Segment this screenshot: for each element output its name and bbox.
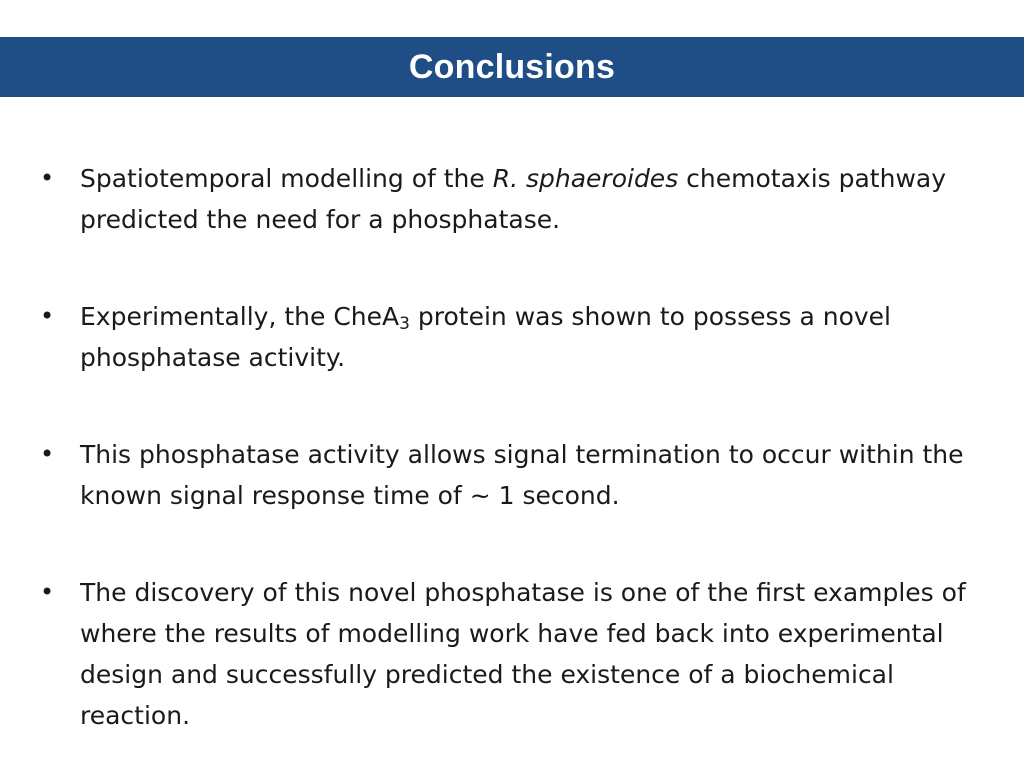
protein-subscript: 3: [399, 314, 410, 334]
slide-title: Conclusions: [408, 47, 616, 86]
bullet-dot-icon: •: [40, 302, 55, 330]
bullet-dot-icon: •: [40, 164, 55, 192]
bullet-text: This phosphatase activity allows signal termination to occur within the known signal response time of ~ 1 second.: [80, 440, 964, 510]
bullet-text: The discovery of this novel phosphatase is one of the first examples of where the results of modelling work have fed back into experimental design and successfully predicted the existence of a biochemical reaction.: [80, 578, 966, 730]
bullet-list: [38, 158, 988, 736]
bullet-text-start: Experimentally, the CheA: [80, 302, 400, 331]
bullet-dot-icon: •: [40, 440, 55, 468]
bullet-text-end: chemotaxis pathway predicted the need for a phosphatase.: [80, 164, 947, 234]
bullet-item: [38, 434, 988, 516]
bullet-dot-icon: •: [40, 578, 55, 606]
title-bar: [0, 37, 1024, 97]
bullet-text-start: Spatiotemporal modelling of the: [80, 164, 493, 193]
bullet-item: [38, 296, 988, 378]
bullet-item: [38, 572, 988, 736]
bullet-item: [38, 158, 988, 240]
species-name: R. sphaeroides: [492, 164, 679, 193]
bullet-text-end: protein was shown to possess a novel phosphatase activity.: [80, 302, 892, 372]
